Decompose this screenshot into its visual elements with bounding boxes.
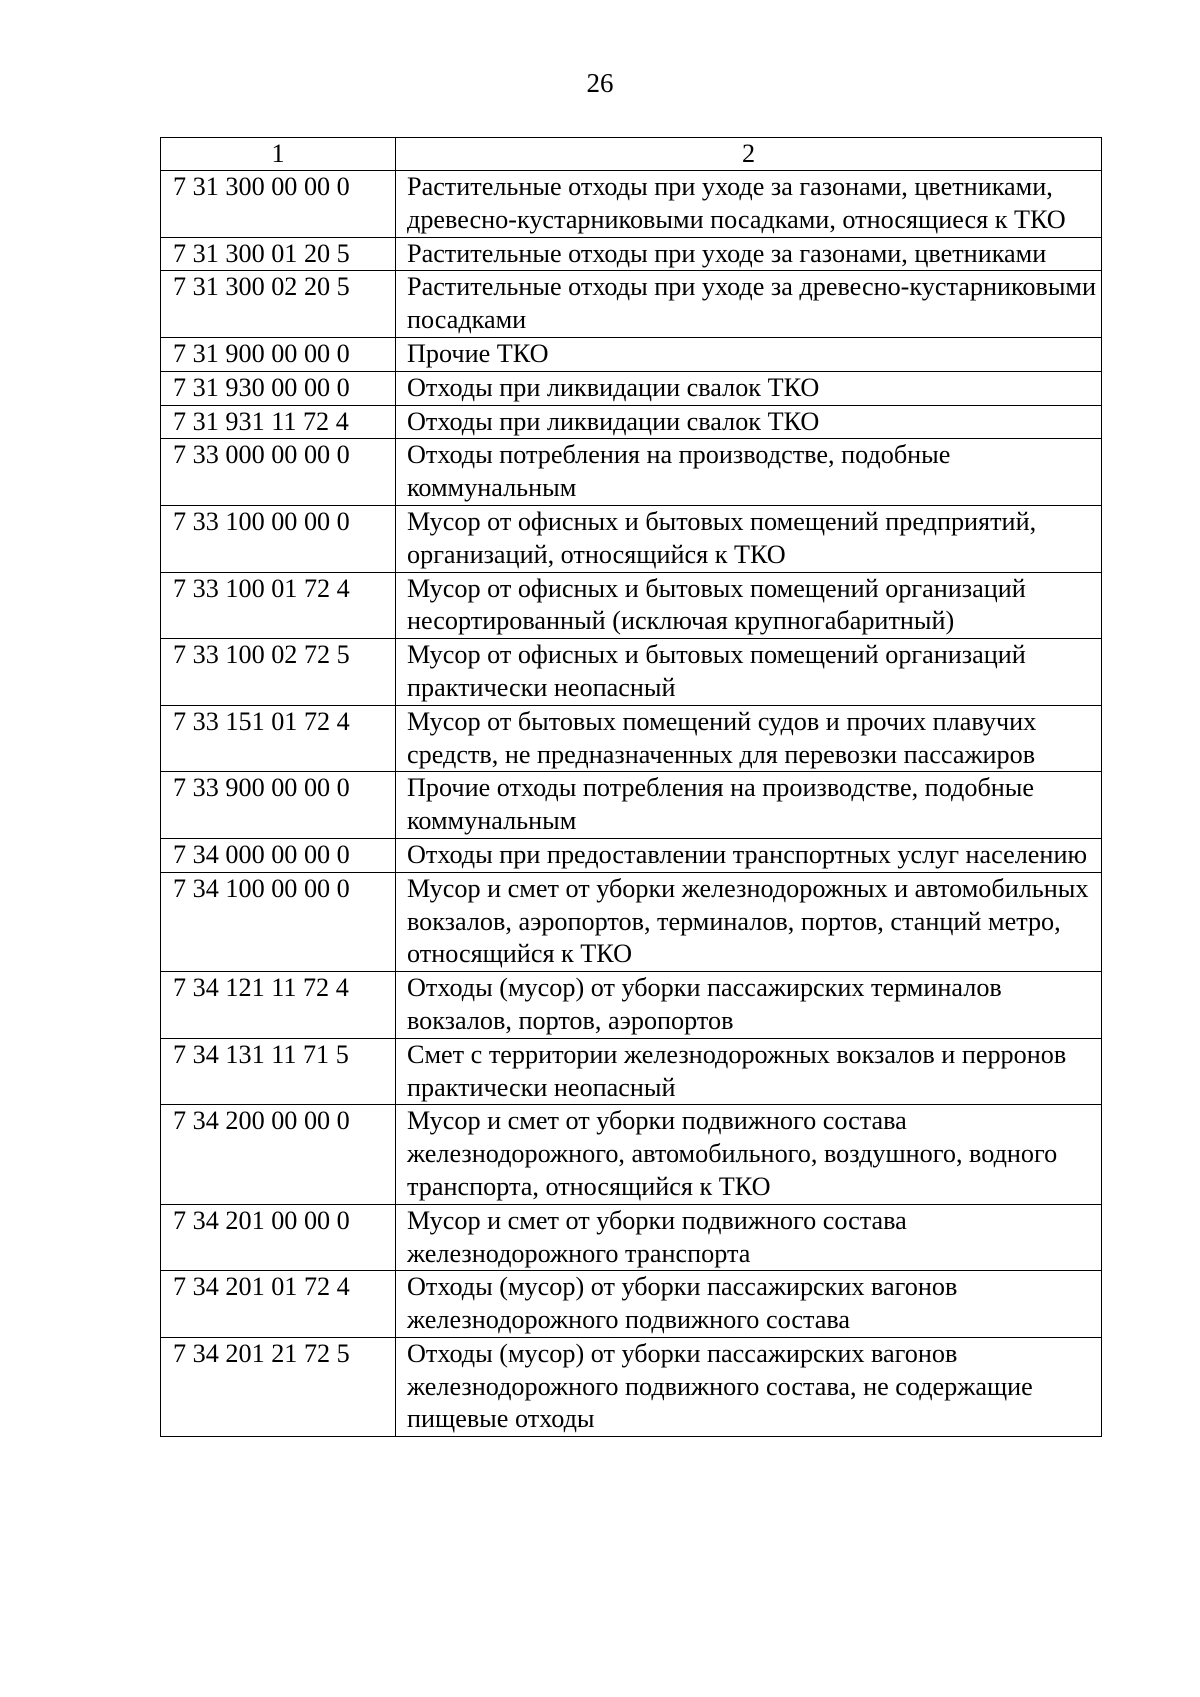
waste-code-cell: 7 34 201 00 00 0	[161, 1204, 396, 1271]
waste-description-cell: Смет с территории железнодорожных вокзалов и перронов практически неопасный	[396, 1038, 1102, 1105]
waste-code-cell: 7 31 300 02 20 5	[161, 271, 396, 338]
table-row	[161, 237, 1102, 271]
table-row	[161, 838, 1102, 872]
table-row	[161, 1204, 1102, 1271]
table-row	[161, 405, 1102, 439]
waste-description-cell: Растительные отходы при уходе за газонами, цветниками	[396, 237, 1102, 271]
waste-description-cell: Мусор и смет от уборки железнодорожных и автомобильных вокзалов, аэропортов, терминалов, портов, станций метро, относящийся к ТКО	[396, 872, 1102, 971]
waste-code-cell: 7 33 000 00 00 0	[161, 439, 396, 506]
waste-code-cell: 7 34 131 11 71 5	[161, 1038, 396, 1105]
waste-code-cell: 7 34 100 00 00 0	[161, 872, 396, 971]
table-row	[161, 972, 1102, 1039]
waste-description-cell: Мусор от офисных и бытовых помещений организаций практически неопасный	[396, 639, 1102, 706]
table-row	[161, 1105, 1102, 1204]
waste-code-cell: 7 33 100 01 72 4	[161, 572, 396, 639]
table-row	[161, 572, 1102, 639]
table-row	[161, 772, 1102, 839]
waste-description-cell: Отходы (мусор) от уборки пассажирских вагонов железнодорожного подвижного состава, не содержащие пищевые отходы	[396, 1337, 1102, 1436]
waste-description-cell: Растительные отходы при уходе за газонами, цветниками, древесно-кустарниковыми посадками, относящиеся к ТКО	[396, 171, 1102, 238]
table-header-row	[161, 138, 1102, 171]
table-row	[161, 505, 1102, 572]
waste-description-cell: Растительные отходы при уходе за древесно-кустарниковыми посадками	[396, 271, 1102, 338]
waste-code-cell: 7 33 900 00 00 0	[161, 772, 396, 839]
waste-description-cell: Мусор и смет от уборки подвижного состава железнодорожного транспорта	[396, 1204, 1102, 1271]
table-row	[161, 371, 1102, 405]
table-row	[161, 1038, 1102, 1105]
waste-description-cell: Отходы (мусор) от уборки пассажирских вагонов железнодорожного подвижного состава	[396, 1271, 1102, 1338]
waste-description-cell: Прочие ТКО	[396, 337, 1102, 371]
table-row	[161, 271, 1102, 338]
waste-code-cell: 7 34 200 00 00 0	[161, 1105, 396, 1204]
waste-code-cell: 7 31 900 00 00 0	[161, 337, 396, 371]
table-row	[161, 705, 1102, 772]
waste-code-cell: 7 31 930 00 00 0	[161, 371, 396, 405]
waste-code-cell: 7 34 201 21 72 5	[161, 1337, 396, 1436]
waste-code-cell: 7 31 300 01 20 5	[161, 237, 396, 271]
waste-code-cell: 7 33 100 00 00 0	[161, 505, 396, 572]
waste-description-cell: Мусор от офисных и бытовых помещений предприятий, организаций, относящийся к ТКО	[396, 505, 1102, 572]
waste-code-cell: 7 31 931 11 72 4	[161, 405, 396, 439]
waste-description-cell: Мусор и смет от уборки подвижного состава железнодорожного, автомобильного, воздушного, водного транспорта, относящийся к ТКО	[396, 1105, 1102, 1204]
waste-description-cell: Прочие отходы потребления на производстве, подобные коммунальным	[396, 772, 1102, 839]
waste-code-cell: 7 31 300 00 00 0	[161, 171, 396, 238]
waste-code-cell: 7 33 100 02 72 5	[161, 639, 396, 706]
page-number: 26	[586, 68, 614, 98]
table-row	[161, 171, 1102, 238]
table-row	[161, 439, 1102, 506]
waste-description-cell: Отходы при ликвидации свалок ТКО	[396, 405, 1102, 439]
waste-description-cell: Мусор от офисных и бытовых помещений организаций несортированный (исключая крупногабаритный)	[396, 572, 1102, 639]
waste-code-table	[160, 137, 1102, 1437]
table-row	[161, 337, 1102, 371]
table-row	[161, 1337, 1102, 1436]
waste-description-cell: Отходы при предоставлении транспортных услуг населению	[396, 838, 1102, 872]
waste-description-cell: Мусор от бытовых помещений судов и прочих плавучих средств, не предназначенных для перевозки пассажиров	[396, 705, 1102, 772]
waste-code-cell: 7 34 201 01 72 4	[161, 1271, 396, 1338]
table-row	[161, 872, 1102, 971]
waste-description-cell: Отходы (мусор) от уборки пассажирских терминалов вокзалов, портов, аэропортов	[396, 972, 1102, 1039]
waste-description-cell: Отходы при ликвидации свалок ТКО	[396, 371, 1102, 405]
table-row	[161, 639, 1102, 706]
waste-code-cell: 7 34 121 11 72 4	[161, 972, 396, 1039]
waste-code-cell: 7 34 000 00 00 0	[161, 838, 396, 872]
column-header-description: 2	[396, 138, 1102, 171]
table-row	[161, 1271, 1102, 1338]
column-header-code: 1	[161, 138, 396, 171]
waste-description-cell: Отходы потребления на производстве, подобные коммунальным	[396, 439, 1102, 506]
waste-code-cell: 7 33 151 01 72 4	[161, 705, 396, 772]
